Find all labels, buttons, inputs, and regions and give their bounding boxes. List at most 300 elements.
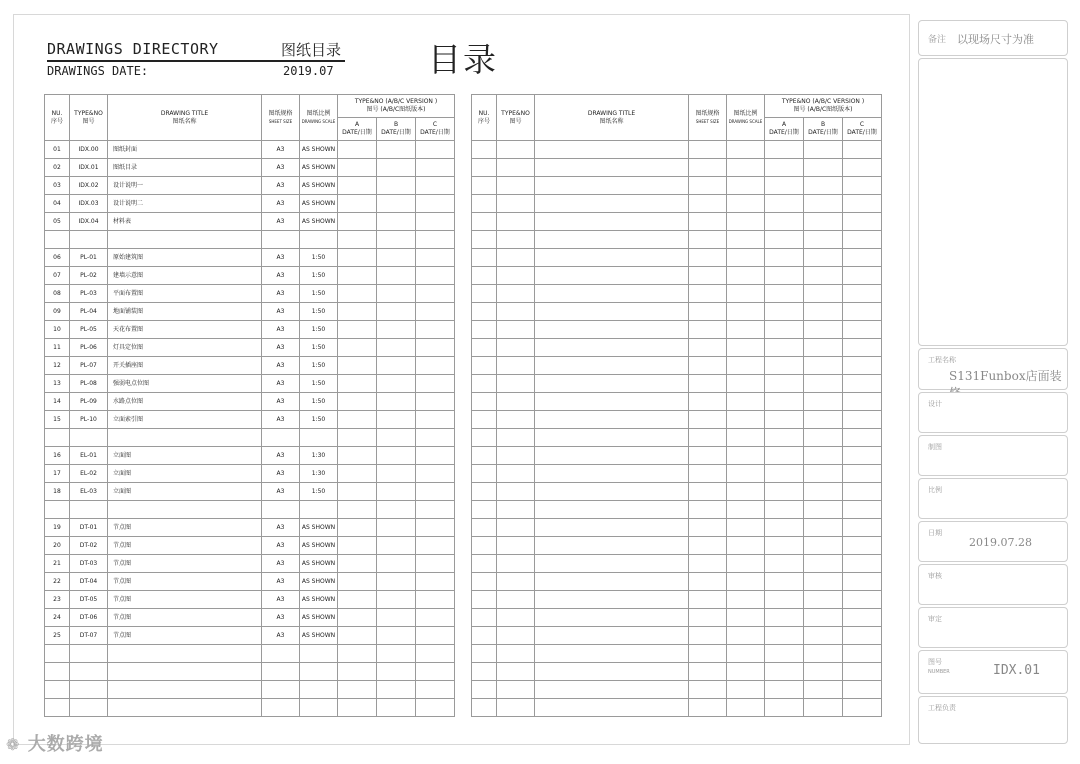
cell-size: A3: [262, 357, 300, 375]
cell-no: 02: [45, 159, 70, 177]
cell-version-a: [338, 447, 377, 465]
cell-version-a: [338, 627, 377, 645]
cell-no: 20: [45, 537, 70, 555]
cell-version-a: [765, 429, 804, 447]
cell-version-c: [843, 303, 882, 321]
cell-version-a: [765, 501, 804, 519]
cell-size: [689, 663, 727, 681]
cell-version-c: [843, 519, 882, 537]
cell-size: [689, 627, 727, 645]
cell-scale: [727, 231, 765, 249]
cell-title: 原始建筑图: [108, 249, 262, 267]
cell-no: [472, 429, 497, 447]
cell-size: [262, 501, 300, 519]
cell-size: A3: [262, 159, 300, 177]
cell-no: [472, 411, 497, 429]
table-row: [45, 429, 455, 447]
table-row: [472, 159, 882, 177]
cell-version-a: [765, 465, 804, 483]
cell-version-c: [416, 177, 455, 195]
cell-version-a: [765, 447, 804, 465]
cell-size: [689, 267, 727, 285]
cell-version-a: [338, 303, 377, 321]
cell-version-b: [377, 699, 416, 717]
cell-type: EL-02: [70, 465, 108, 483]
cell-type: [70, 429, 108, 447]
cell-title: [535, 393, 689, 411]
cell-version-a: [765, 699, 804, 717]
cell-size: [689, 447, 727, 465]
table-row: [45, 447, 455, 465]
cell-version-a: [765, 159, 804, 177]
cell-version-b: [804, 339, 843, 357]
table-row: [472, 501, 882, 519]
cell-version-b: [377, 609, 416, 627]
design-panel: [918, 392, 1068, 433]
cell-version-b: [804, 393, 843, 411]
cell-type: DT-06: [70, 609, 108, 627]
cell-title: [535, 231, 689, 249]
cell-title: [535, 249, 689, 267]
watermark-logo-icon: ❁: [6, 735, 21, 754]
cell-no: [472, 231, 497, 249]
cell-version-c: [843, 285, 882, 303]
table-row: [45, 285, 455, 303]
col-ver-c: [416, 118, 455, 141]
cell-title: [535, 519, 689, 537]
cell-version-b: [377, 555, 416, 573]
cell-type: [70, 699, 108, 717]
cell-version-c: [843, 465, 882, 483]
cell-scale: 1:50: [300, 339, 338, 357]
cell-version-b: [804, 555, 843, 573]
cell-size: A3: [262, 573, 300, 591]
cell-size: [689, 699, 727, 717]
cell-version-a: [765, 591, 804, 609]
cell-version-c: [843, 321, 882, 339]
cell-no: 25: [45, 627, 70, 645]
cell-version-c: [416, 195, 455, 213]
cell-no: 18: [45, 483, 70, 501]
cell-type: IDX.03: [70, 195, 108, 213]
cell-version-b: [377, 447, 416, 465]
cell-version-c: [416, 429, 455, 447]
cell-version-b: [804, 321, 843, 339]
cell-version-b: [377, 483, 416, 501]
cell-scale: [727, 393, 765, 411]
cell-version-a: [765, 609, 804, 627]
cell-no: [45, 663, 70, 681]
cell-version-a: [765, 573, 804, 591]
col-no-cn: 序号: [477, 117, 490, 125]
cell-no: 13: [45, 375, 70, 393]
cell-size: [689, 519, 727, 537]
cell-title: 材料表: [108, 213, 262, 231]
cell-version-a: [338, 429, 377, 447]
cell-type: [497, 483, 535, 501]
cell-version-a: [765, 555, 804, 573]
col-title-header: [108, 95, 262, 141]
cell-version-c: [416, 375, 455, 393]
col-scale-cn: 图纸比例: [306, 109, 331, 117]
cell-size: [689, 303, 727, 321]
cell-type: IDX.04: [70, 213, 108, 231]
ver-b-date: DATE/日期: [381, 129, 411, 136]
cell-version-b: [804, 663, 843, 681]
cell-version-c: [843, 411, 882, 429]
cell-scale: [727, 663, 765, 681]
table-row: [472, 321, 882, 339]
cell-size: [689, 141, 727, 159]
col-type-cn: 图号: [509, 117, 522, 125]
cell-scale: AS SHOWN: [300, 609, 338, 627]
cell-scale: [727, 213, 765, 231]
cell-title: [535, 303, 689, 321]
cell-no: 21: [45, 555, 70, 573]
cell-version-b: [804, 447, 843, 465]
cell-type: DT-01: [70, 519, 108, 537]
ver-a-date: DATE/日期: [342, 129, 372, 136]
cell-no: [472, 285, 497, 303]
ver-c-date: DATE/日期: [420, 129, 450, 136]
cell-version-c: [843, 555, 882, 573]
col-version-header: [338, 95, 455, 118]
drawing-number-value: IDX.01: [993, 663, 1040, 678]
cell-version-a: [765, 213, 804, 231]
cell-version-b: [804, 681, 843, 699]
cell-title: 节点图: [108, 609, 262, 627]
cell-scale: AS SHOWN: [300, 213, 338, 231]
cell-no: [472, 681, 497, 699]
header-row: [45, 95, 455, 118]
cell-version-a: [765, 357, 804, 375]
col-no-header: [45, 95, 70, 141]
table-row: [472, 627, 882, 645]
cell-type: [497, 573, 535, 591]
cell-version-b: [377, 285, 416, 303]
cell-version-c: [416, 267, 455, 285]
cell-version-c: [843, 447, 882, 465]
col-scale-en: DRAWING SCALE: [728, 118, 763, 124]
cell-size: A3: [262, 555, 300, 573]
cell-title: [535, 357, 689, 375]
cell-type: DT-02: [70, 537, 108, 555]
cell-version-a: [765, 267, 804, 285]
cell-size: [689, 159, 727, 177]
cell-no: 11: [45, 339, 70, 357]
col-ver-b: [377, 118, 416, 141]
table-row: [472, 267, 882, 285]
cell-title: [535, 537, 689, 555]
cell-no: [472, 609, 497, 627]
cell-scale: [300, 429, 338, 447]
cell-title: [108, 645, 262, 663]
cell-scale: 1:50: [300, 267, 338, 285]
cell-size: [689, 231, 727, 249]
cell-title: 节点图: [108, 519, 262, 537]
cell-version-c: [416, 141, 455, 159]
table-row: [472, 231, 882, 249]
col-type-en: TYPE&NO: [74, 109, 103, 117]
cell-scale: 1:50: [300, 285, 338, 303]
cell-type: PL-01: [70, 249, 108, 267]
cell-version-c: [416, 609, 455, 627]
cell-scale: [300, 681, 338, 699]
cell-version-c: [416, 681, 455, 699]
cell-size: [689, 249, 727, 267]
cell-title: [535, 411, 689, 429]
cell-no: 05: [45, 213, 70, 231]
table-row: [472, 393, 882, 411]
cell-type: DT-05: [70, 591, 108, 609]
title-underline: [47, 60, 345, 62]
table-row: [472, 141, 882, 159]
cell-version-b: [377, 519, 416, 537]
cell-title: 节点图: [108, 627, 262, 645]
owner-panel: [918, 696, 1068, 744]
approve-panel: [918, 607, 1068, 648]
cell-size: [689, 177, 727, 195]
col-size-header: [262, 95, 300, 141]
cell-scale: [727, 321, 765, 339]
cell-size: A3: [262, 213, 300, 231]
table-row: [472, 249, 882, 267]
cell-version-a: [338, 537, 377, 555]
cell-version-c: [843, 537, 882, 555]
cell-version-c: [416, 555, 455, 573]
cell-version-a: [338, 159, 377, 177]
cell-version-a: [765, 519, 804, 537]
cell-size: [689, 213, 727, 231]
cell-version-a: [338, 519, 377, 537]
cell-version-c: [843, 501, 882, 519]
cell-version-c: [416, 393, 455, 411]
project-label: 工程名称: [928, 356, 956, 364]
table-row: [472, 573, 882, 591]
cell-size: [689, 195, 727, 213]
cell-version-c: [843, 393, 882, 411]
cell-size: [689, 681, 727, 699]
cell-no: [472, 627, 497, 645]
cell-type: [497, 465, 535, 483]
cell-no: 06: [45, 249, 70, 267]
cell-scale: [727, 645, 765, 663]
cell-version-a: [765, 303, 804, 321]
table-row: [45, 249, 455, 267]
cell-no: 03: [45, 177, 70, 195]
cell-version-c: [416, 159, 455, 177]
cell-scale: [300, 699, 338, 717]
table-row: [472, 285, 882, 303]
cell-version-b: [377, 159, 416, 177]
table-row: [45, 663, 455, 681]
cell-no: 04: [45, 195, 70, 213]
cell-version-a: [338, 555, 377, 573]
cell-type: PL-08: [70, 375, 108, 393]
cell-version-b: [804, 519, 843, 537]
col-type-en: TYPE&NO: [501, 109, 530, 117]
table-row: [45, 573, 455, 591]
cell-title: 图纸目录: [108, 159, 262, 177]
owner-label: 工程负责: [928, 704, 956, 712]
cell-title: [108, 501, 262, 519]
cell-version-c: [843, 609, 882, 627]
cell-type: [497, 321, 535, 339]
ver-c-label: C: [432, 121, 438, 128]
cell-scale: 1:30: [300, 447, 338, 465]
cell-no: [45, 429, 70, 447]
cell-version-a: [765, 339, 804, 357]
cell-version-b: [377, 195, 416, 213]
cell-title: 立面图: [108, 465, 262, 483]
cell-no: [472, 555, 497, 573]
cell-no: 23: [45, 591, 70, 609]
cell-no: 24: [45, 609, 70, 627]
cell-size: [689, 285, 727, 303]
cell-version-b: [377, 375, 416, 393]
cell-size: [689, 483, 727, 501]
cell-version-a: [765, 321, 804, 339]
cell-version-a: [765, 195, 804, 213]
col-type-cn: 图号: [82, 117, 95, 125]
cell-version-c: [416, 213, 455, 231]
cell-title: [535, 699, 689, 717]
cell-type: EL-01: [70, 447, 108, 465]
cell-type: [70, 663, 108, 681]
ver-c-label: C: [859, 121, 865, 128]
cell-scale: [727, 501, 765, 519]
cell-no: 07: [45, 267, 70, 285]
table-row: [472, 663, 882, 681]
col-no-en: NU.: [51, 109, 63, 117]
cell-title: 立面图: [108, 447, 262, 465]
table-row: [45, 267, 455, 285]
cell-version-c: [416, 699, 455, 717]
cell-type: PL-05: [70, 321, 108, 339]
col-no-cn: 序号: [50, 117, 63, 125]
cell-scale: [727, 627, 765, 645]
cell-version-b: [804, 213, 843, 231]
cell-type: [497, 537, 535, 555]
cell-version-c: [416, 339, 455, 357]
cell-size: [262, 231, 300, 249]
watermark: [6, 730, 104, 756]
panel-date-label: 日期: [928, 529, 942, 537]
cell-version-a: [338, 357, 377, 375]
cell-title: [108, 231, 262, 249]
table-row: [45, 609, 455, 627]
cell-type: [497, 501, 535, 519]
cell-version-b: [804, 609, 843, 627]
cell-type: [497, 375, 535, 393]
cell-size: [262, 681, 300, 699]
title-chinese: 图纸目录: [281, 41, 342, 59]
cell-scale: [727, 429, 765, 447]
cell-version-c: [843, 483, 882, 501]
cell-title: [535, 555, 689, 573]
cell-version-b: [804, 141, 843, 159]
cell-type: [70, 681, 108, 699]
cell-version-c: [843, 195, 882, 213]
cell-version-c: [416, 321, 455, 339]
cell-version-b: [377, 627, 416, 645]
cell-no: [472, 159, 497, 177]
cell-type: [497, 285, 535, 303]
cell-version-a: [765, 249, 804, 267]
cell-title: 节点图: [108, 537, 262, 555]
cell-title: 节点图: [108, 573, 262, 591]
cell-no: [472, 483, 497, 501]
col-title-header: [535, 95, 689, 141]
table-row: [45, 483, 455, 501]
table-row: [45, 303, 455, 321]
cell-version-a: [338, 177, 377, 195]
cell-version-c: [843, 249, 882, 267]
cell-scale: [727, 447, 765, 465]
col-type-header: [497, 95, 535, 141]
cell-version-b: [377, 465, 416, 483]
cell-scale: [300, 231, 338, 249]
cell-title: [535, 591, 689, 609]
cell-title: [535, 375, 689, 393]
table-row: [472, 357, 882, 375]
cell-scale: [300, 645, 338, 663]
cell-scale: [727, 483, 765, 501]
cell-scale: [727, 141, 765, 159]
cell-scale: [727, 681, 765, 699]
cell-size: A3: [262, 267, 300, 285]
directory-table-left: [44, 94, 455, 717]
cell-title: 灯具定位图: [108, 339, 262, 357]
cell-no: [472, 645, 497, 663]
cell-version-a: [765, 177, 804, 195]
cell-type: [497, 159, 535, 177]
cell-version-c: [843, 699, 882, 717]
table-row: [472, 699, 882, 717]
cell-title: [535, 177, 689, 195]
table-row: [472, 195, 882, 213]
cell-scale: [727, 411, 765, 429]
cell-size: A3: [262, 591, 300, 609]
cell-size: [262, 429, 300, 447]
cell-version-b: [377, 573, 416, 591]
scale-label: 比例: [928, 486, 942, 494]
directory-table-right: [471, 94, 882, 717]
cell-title: 开关插座图: [108, 357, 262, 375]
cell-version-a: [338, 393, 377, 411]
cell-scale: AS SHOWN: [300, 555, 338, 573]
cell-type: EL-03: [70, 483, 108, 501]
col-size-header: [689, 95, 727, 141]
cell-size: [689, 645, 727, 663]
cell-version-b: [804, 411, 843, 429]
cell-version-c: [843, 357, 882, 375]
cell-scale: [727, 591, 765, 609]
cell-scale: [727, 465, 765, 483]
cell-type: [497, 447, 535, 465]
cell-no: 16: [45, 447, 70, 465]
cell-scale: [727, 375, 765, 393]
cell-version-c: [843, 159, 882, 177]
col-ver-c: [843, 118, 882, 141]
table-row: [45, 537, 455, 555]
cell-size: [689, 357, 727, 375]
cell-type: [497, 357, 535, 375]
cell-version-b: [804, 591, 843, 609]
cell-version-b: [804, 573, 843, 591]
cell-no: [472, 699, 497, 717]
table-row: [472, 303, 882, 321]
